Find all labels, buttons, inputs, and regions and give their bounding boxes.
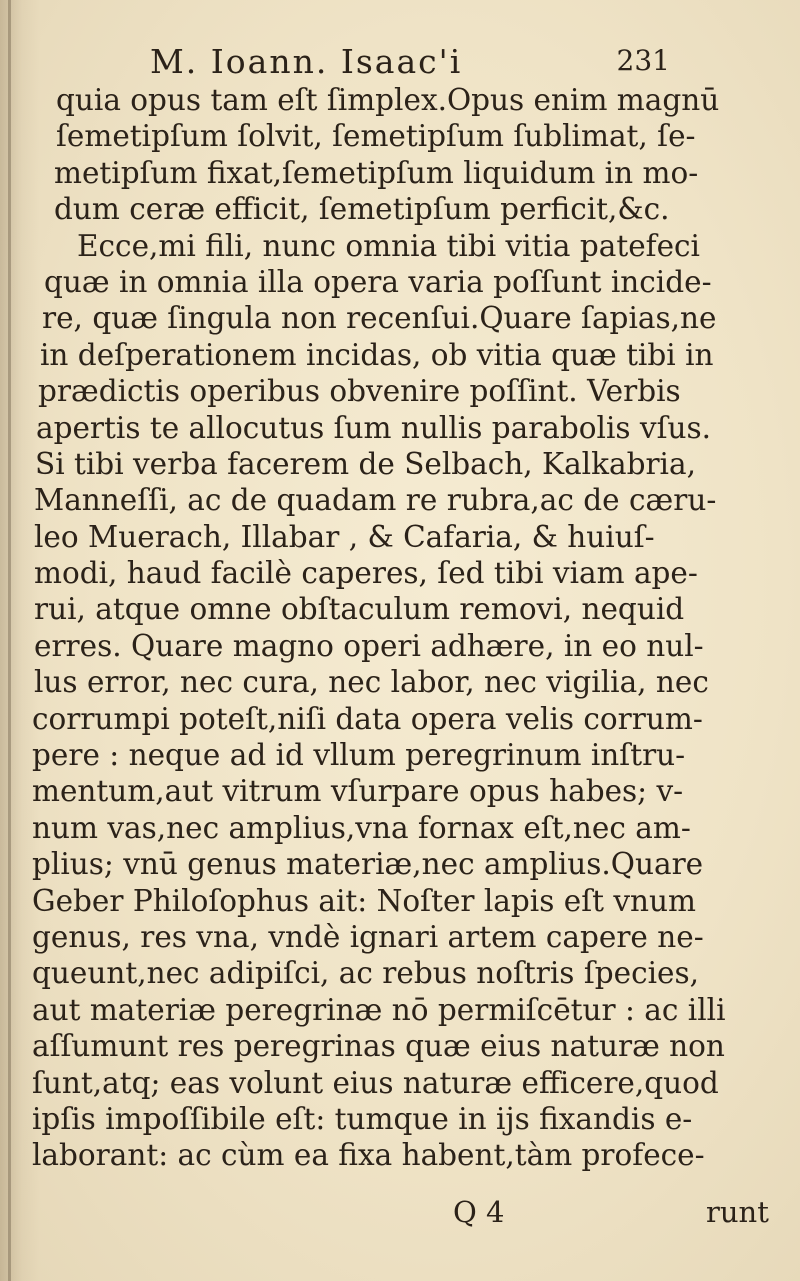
running-head: M. Ioann. Isaac'i <box>150 42 463 81</box>
page-footer <box>0 1195 800 1235</box>
text-line-15: rui, atque omne obſtaculum removi, nequid <box>34 592 685 627</box>
text-line-22: plius; vnū genus materiæ,nec amplius.Quare <box>32 847 704 882</box>
text-line-17: lus error, nec cura, nec labor, nec vigilia, nec <box>34 665 709 700</box>
text-line-9: prædictis operibus obvenire poſſint. Verbis <box>38 374 681 409</box>
text-line-1: quia opus tam eſt ſimplex.Opus enim magnū <box>56 83 720 117</box>
text-line-11: Si tibi verba facerem de Selbach, Kalkabria, <box>35 446 696 481</box>
text-line-12: Manneſſi, ac de quadam re rubra,ac de cæru- <box>34 483 717 518</box>
text-line-19: pere : neque ad id vllum peregrinum inſtru- <box>32 738 686 773</box>
text-line-3: metipſum fixat,ſemetipſum liquidum in mo- <box>54 155 699 190</box>
signature-mark: Q 4 <box>453 1195 505 1229</box>
text-line-21: num vas,nec amplius,vna fornax eſt,nec am- <box>32 810 691 845</box>
text-line-29: ipſis impoſſibile eſt: tumque in ijs fixandis e- <box>32 1101 693 1136</box>
page-header <box>150 42 670 86</box>
text-line-5: Ecce,mi fili, nunc omnia tibi vitia patefeci <box>77 228 700 263</box>
text-line-8: in deſperationem incidas, ob vitia quæ tibi in <box>40 337 714 372</box>
text-line-16: erres. Quare magno operi adhære, in eo nul- <box>34 628 704 663</box>
text-line-18: corrumpi poteſt,niſi data opera velis corrum- <box>32 701 703 736</box>
page-number: 231 <box>616 44 670 77</box>
text-line-4: dum ceræ efficit, ſemetipſum perficit,&c. <box>54 192 670 227</box>
text-line-28: ſunt,atq; eas volunt eius naturæ efficere,quod <box>32 1065 719 1100</box>
text-line-7: re, quæ ſingula non recenſui.Quare ſapias,ne <box>42 301 717 336</box>
text-line-6: quæ in omnia illa opera varia poſſunt incide- <box>44 264 712 299</box>
text-line-10: apertis te allocutus ſum nullis parabolis vſus. <box>36 410 712 445</box>
catchword: runt <box>706 1195 769 1229</box>
text-line-2: ſemetipſum ſolvit, ſemetipſum ſublimat, ſe- <box>56 119 696 154</box>
text-line-13: leo Muerach, Illabar , & Cafaria, & huiuſ- <box>34 519 655 554</box>
text-line-25: queunt,nec adipiſci, ac rebus noſtris ſpecies, <box>32 956 700 991</box>
text-line-27: aſſumunt res peregrinas quæ eius naturæ non <box>32 1029 725 1064</box>
page-gutter-edge <box>8 0 11 1281</box>
body-text <box>32 82 762 1174</box>
text-line-23: Geber Philoſophus ait: Noſter lapis eſt vnum <box>32 883 696 918</box>
text-line-30: laborant: ac cùm ea fixa habent,tàm profece- <box>32 1138 705 1173</box>
text-line-20: mentum,aut vitrum vſurpare opus habes; v- <box>32 774 684 809</box>
text-line-24: genus, res vna, vndè ignari artem capere ne- <box>32 919 704 954</box>
text-line-26: aut materiæ peregrinæ nō permiſcētur : ac illi <box>32 992 726 1027</box>
text-line-14: modi, haud facilè caperes, ſed tibi viam ape- <box>34 556 698 591</box>
